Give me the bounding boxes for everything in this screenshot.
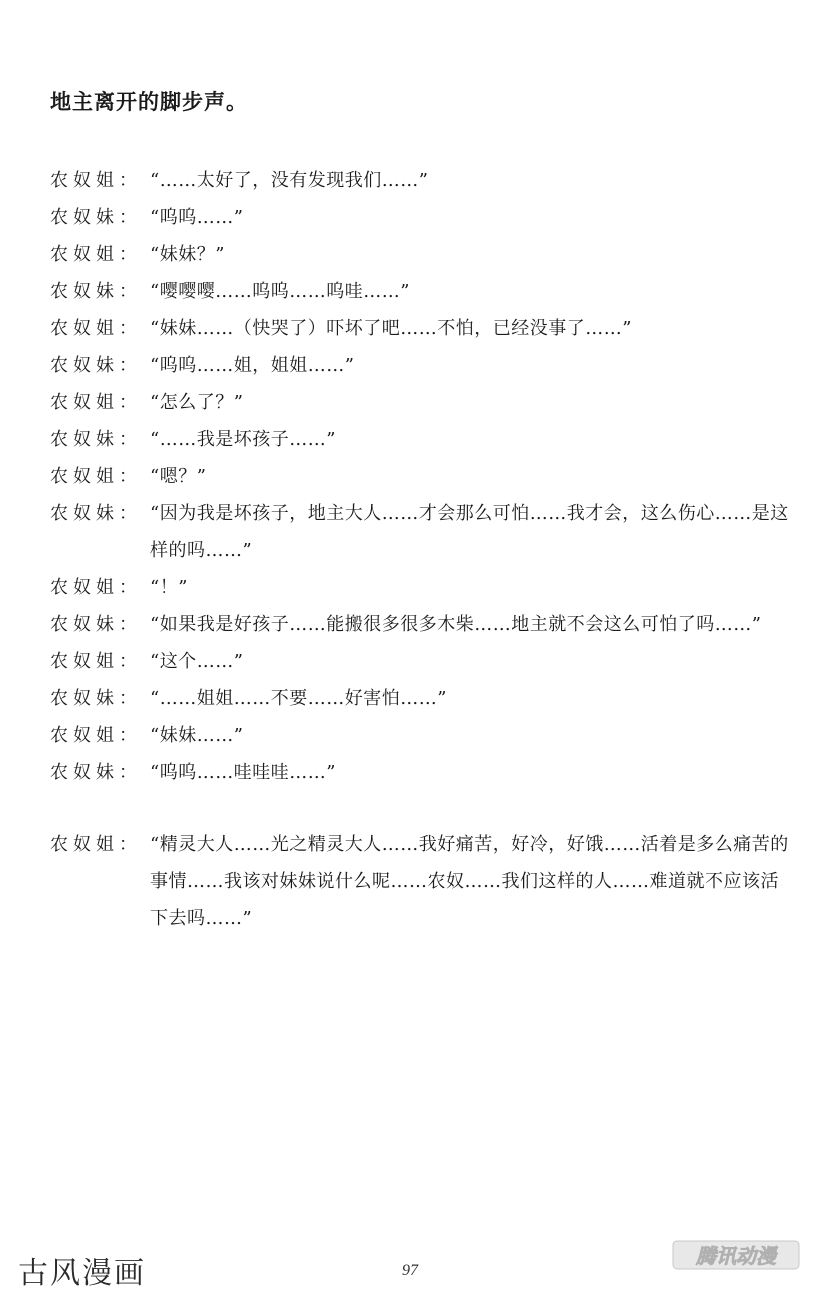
dialogue-line (50, 347, 790, 384)
speech-text: “如果我是好孩子……能搬很多很多木柴……地主就不会这么可怕了吗……” (150, 614, 762, 635)
speech-text: “嗯？” (150, 466, 207, 487)
speaker-label: 农奴妹： (50, 207, 142, 228)
speech-text: “妹妹？” (150, 244, 225, 265)
speech-text: “怎么了？” (150, 392, 244, 413)
watermark-text: 腾讯动漫 (696, 1244, 776, 1268)
speaker-label: 农奴姐： (50, 244, 142, 265)
dialogue-line (50, 273, 790, 310)
speech-text: “妹妹……” (150, 725, 244, 746)
speech-text: “精灵大人……光之精灵大人……我好痛苦，好冷，好饿……活着是多么痛苦的事情……我该对妹妹说什么呢……农奴……我们这样的人……难道就不应该活下去吗……” (150, 834, 789, 929)
speech-text: “呜呜……哇哇哇……” (150, 762, 336, 783)
speech-text: “妹妹……（快哭了）吓坏了吧……不怕，已经没事了……” (150, 318, 632, 339)
speech-text: “这个……” (150, 651, 244, 672)
source-logo: 古风漫画 (18, 1256, 146, 1291)
page-number: 97 (402, 1262, 418, 1279)
speech-text: “……太好了，没有发现我们……” (150, 170, 429, 191)
dialogue-line (50, 569, 790, 606)
speaker-label: 农奴妹： (50, 503, 142, 524)
speech-text: “……我是坏孩子……” (150, 429, 336, 450)
speaker-label: 农奴姐： (50, 834, 142, 855)
dialogue-line (50, 495, 790, 569)
dialogue-line (50, 162, 790, 199)
speaker-label: 农奴妹： (50, 614, 142, 635)
dialogue-line (50, 236, 790, 273)
dialogue-line (50, 717, 790, 754)
speaker-label: 农奴妹： (50, 429, 142, 450)
dialogue-line (50, 199, 790, 236)
dialogue-line (50, 421, 790, 458)
speaker-label: 农奴姐： (50, 392, 142, 413)
dialogue-line (50, 643, 790, 680)
speaker-label: 农奴姐： (50, 466, 142, 487)
speaker-label: 农奴妹： (50, 688, 142, 709)
speech-text: “！” (150, 577, 188, 598)
speaker-label: 农奴姐： (50, 318, 142, 339)
speaker-label: 农奴姐： (50, 170, 142, 191)
speech-text: “嘤嘤嘤……呜呜……呜哇……” (150, 281, 410, 302)
speaker-label: 农奴姐： (50, 725, 142, 746)
dialogue-list (50, 162, 790, 937)
dialogue-line (50, 826, 790, 937)
speaker-label: 农奴妹： (50, 355, 142, 376)
speech-text: “呜呜……” (150, 207, 244, 228)
speaker-label: 农奴姐： (50, 651, 142, 672)
dialogue-line (50, 680, 790, 717)
dialogue-line (50, 458, 790, 495)
speaker-label: 农奴妹： (50, 281, 142, 302)
section-heading: 地主离开的脚步声。 (50, 90, 248, 114)
speech-text: “……姐姐……不要……好害怕……” (150, 688, 447, 709)
dialogue-line (50, 754, 790, 791)
speech-text: “因为我是坏孩子，地主大人……才会那么可怕……我才会，这么伤心……是这样的吗……” (150, 503, 789, 561)
dialogue-line (50, 384, 790, 421)
dialogue-line (50, 606, 790, 643)
speech-text: “呜呜……姐，姐姐……” (150, 355, 355, 376)
dialogue-line (50, 310, 790, 347)
watermark-logo (672, 1238, 800, 1272)
speaker-label: 农奴妹： (50, 762, 142, 783)
speaker-label: 农奴姐： (50, 577, 142, 598)
